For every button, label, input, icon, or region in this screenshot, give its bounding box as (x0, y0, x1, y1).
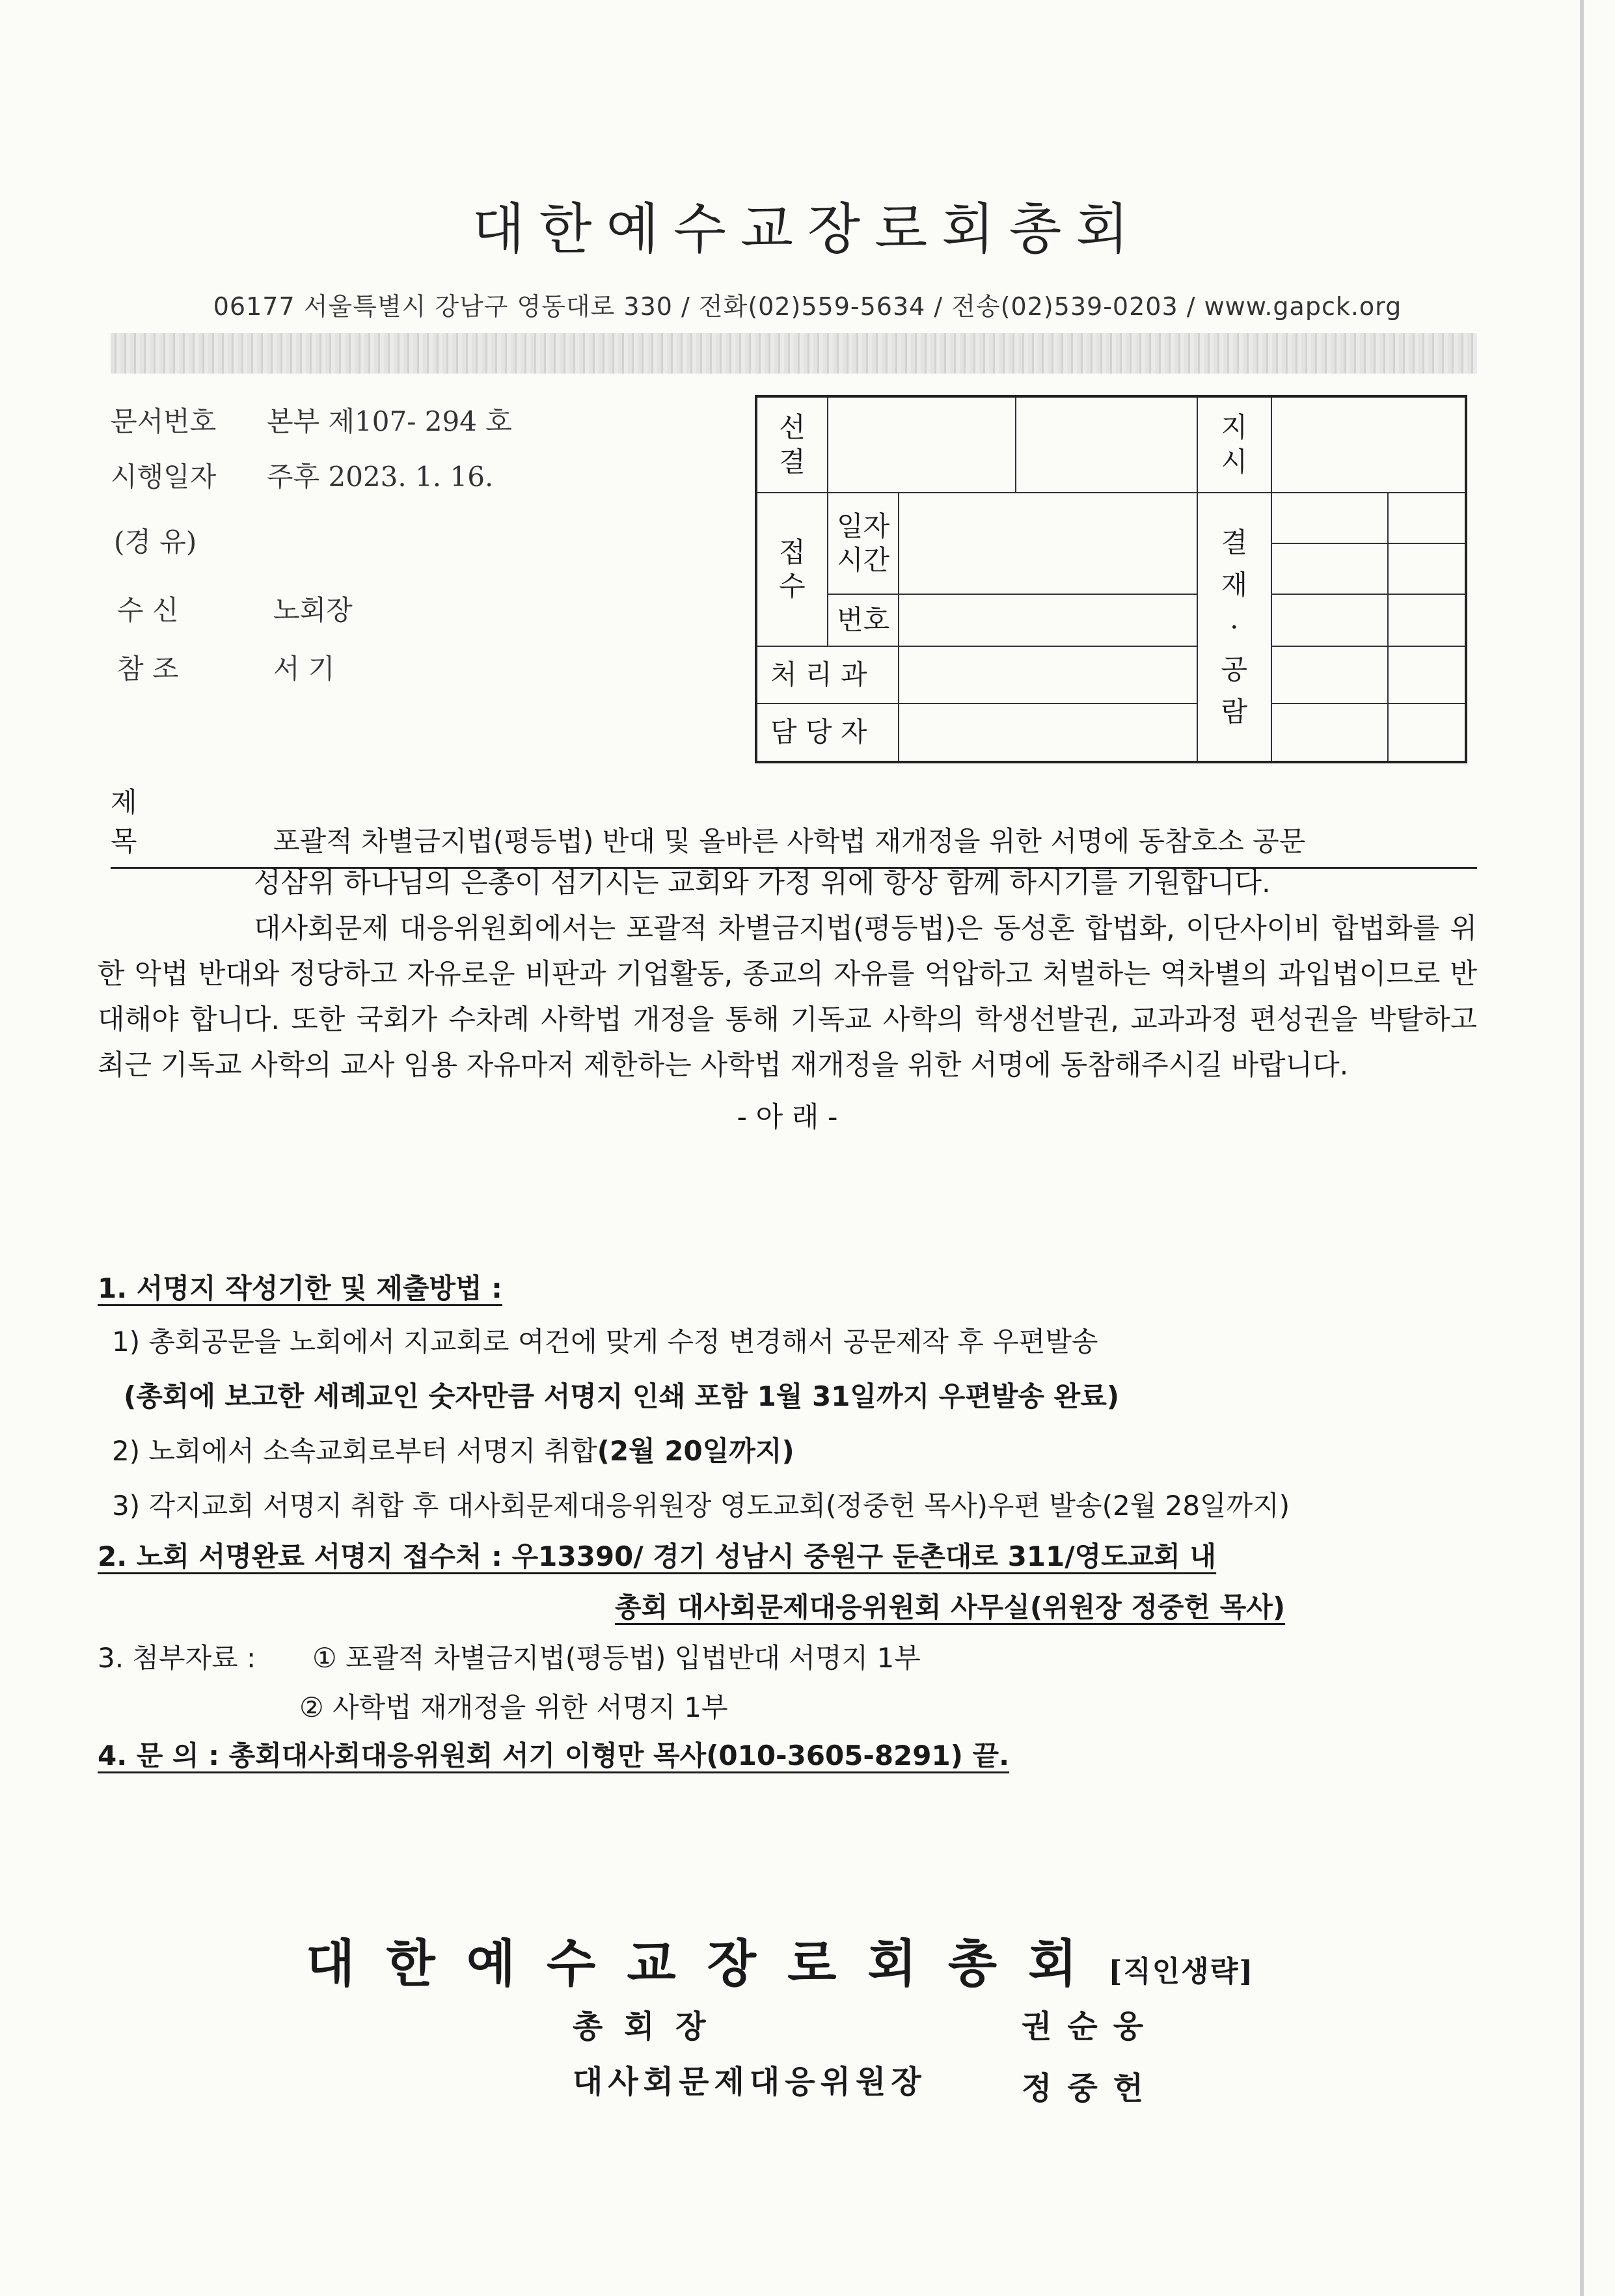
gyeoljae-cell-3b (1388, 594, 1466, 646)
gyeoljae-cell-2b (1388, 543, 1466, 594)
ilja-sigan-label: 일자 시간 (828, 493, 899, 594)
header-divider-band (111, 333, 1477, 374)
doc-number-label: 문서번호 (111, 405, 217, 437)
reference-value: 서 기 (273, 653, 335, 685)
seal-omitted-note: [직인생략] (1108, 1955, 1255, 1988)
via-label: (경 유) (114, 526, 197, 558)
gyeoljae-cell-4b (1388, 646, 1466, 704)
below-heading: - 아 래 - (737, 1101, 838, 1134)
doc-number-value: 본부 제107- 294 호 (267, 405, 512, 437)
signature-org: 대한예수교장로회총회[직인생략] (306, 1934, 1255, 1993)
body-text (98, 860, 1477, 1140)
seon-gyeol-cell-2 (1016, 396, 1197, 493)
chair-name: 정중헌 (1022, 2070, 1160, 2107)
seon-gyeol-label: 선 결 (756, 396, 828, 493)
date-value: 주후 2023. 1. 16. (267, 461, 494, 493)
greeting: 성삼위 하나님의 은총이 섬기시는 교회와 가정 위에 항상 함께 하시기를 기원합니다. (254, 867, 1271, 899)
subject-label: 제 목 (111, 786, 176, 857)
gyeoljae-cell-5b (1388, 704, 1466, 762)
gyeoljae-gongram-label: 결 재 · 공 람 (1197, 493, 1272, 762)
item1-title: 1. 서명지 작성기한 및 제출방법 : (98, 1272, 502, 1304)
president-title: 총 회 장 (573, 2008, 711, 2045)
item1-3: 3) 각지교회 서명지 취합 후 대사회문제대응위원장 영도교회(정중헌 목사)우편 발송(2월 28일까지) (112, 1490, 1290, 1522)
date-row (111, 456, 493, 495)
item2-line1: 2. 노회 서명완료 서명지 접수처 : 우13390/ 경기 성남시 중원구 둔촌대로 311/영도교회 내 (98, 1540, 1217, 1572)
main-paragraph: 대사회문제 대응위원회에서는 포괄적 차별금지법(평등법)은 동성혼 합법화, 이단사이비 합법화를 위한 악법 반대와 정당하고 자유로운 비판과 기업활동, 종교의 자유를 억압하고 처벌하는 역차별의 과입법이므로 반대해야 합니다. 또한 국회가 수차례 사학법 개정을 통해 기독교 사학의 학생선발권, 교과과정 편성권을 박탈하고 최근 기독교 사학의 교사 임용 자유마저 제한하는 사학법 재개정을 위한 서명에 동참해주시길 바랍니다. (98, 912, 1477, 1082)
page-edge-shadow (1580, 0, 1584, 2296)
org-title: 대한예수교장로회총회 (472, 197, 1143, 261)
item3-row2: ② 사학법 재개정을 위한 서명지 1부 (299, 1691, 728, 1723)
reference-label: 참 조 (117, 653, 179, 685)
item2-line2: 총회 대사회문제대응위원회 사무실(위원장 정중헌 목사) (615, 1591, 1286, 1623)
reference-row (117, 648, 335, 687)
recipient-label: 수 신 (117, 594, 179, 626)
jisi-label: 지 시 (1197, 396, 1272, 493)
subject-row (111, 781, 1477, 869)
subject-text: 포괄적 차별금지법(평등법) 반대 및 올바른 사학법 재개정을 위한 서명에 동참호소 공문 (273, 825, 1306, 857)
recipient-row (117, 589, 353, 628)
doc-number-row (111, 400, 512, 439)
beonho-label: 번호 (828, 594, 899, 646)
cheorigwa-label: 처 리 과 (756, 646, 899, 704)
item4: 4. 문 의 : 총회대사회대응위원회 서기 이형만 목사(010-3605-8291) 끝. (98, 1740, 1010, 1771)
gyeoljae-cell-1a (1271, 493, 1388, 543)
approval-table (755, 395, 1467, 763)
ilja-sigan-cell (899, 493, 1197, 594)
chair-title: 대사회문제대응위원장 (573, 2064, 927, 2100)
cheorigwa-cell (899, 646, 1197, 704)
damdangja-label: 담 당 자 (756, 704, 899, 762)
seon-gyeol-cell-1 (828, 396, 1016, 493)
president-name: 권순웅 (1022, 2008, 1160, 2045)
item3-row1: 3. 첨부자료 : ① 포괄적 차별금지법(평등법) 입법반대 서명지 1부 (98, 1642, 921, 1674)
address-line: 06177 서울특별시 강남구 영동대로 330 / 전화(02)559-5634 / 전송(02)539-0203 / www.gapck.org (213, 292, 1402, 321)
gyeoljae-cell-2a (1271, 543, 1388, 594)
item1-1b: (총회에 보고한 세례교인 숫자만큼 서명지 인쇄 포함 1월 31일까지 우편발송 완료) (124, 1380, 1120, 1412)
beonho-cell (899, 594, 1197, 646)
date-label: 시행일자 (111, 461, 217, 493)
item1-2: 2) 노회에서 소속교회로부터 서명지 취합(2월 20일까지) (112, 1435, 794, 1467)
jeopsu-label: 접 수 (756, 493, 828, 646)
item1-1: 1) 총회공문을 노회에서 지교회로 여건에 맞게 수정 변경해서 공문제작 후 우편발송 (112, 1326, 1098, 1358)
recipient-value: 노회장 (273, 594, 353, 626)
damdangja-cell (899, 704, 1197, 762)
gyeoljae-cell-1b (1388, 493, 1466, 543)
gyeoljae-cell-3a (1271, 594, 1388, 646)
items-list (98, 1269, 1490, 1775)
gyeoljae-cell-5a (1271, 704, 1388, 762)
gyeoljae-cell-4a (1271, 646, 1388, 704)
jisi-cell (1271, 396, 1466, 493)
